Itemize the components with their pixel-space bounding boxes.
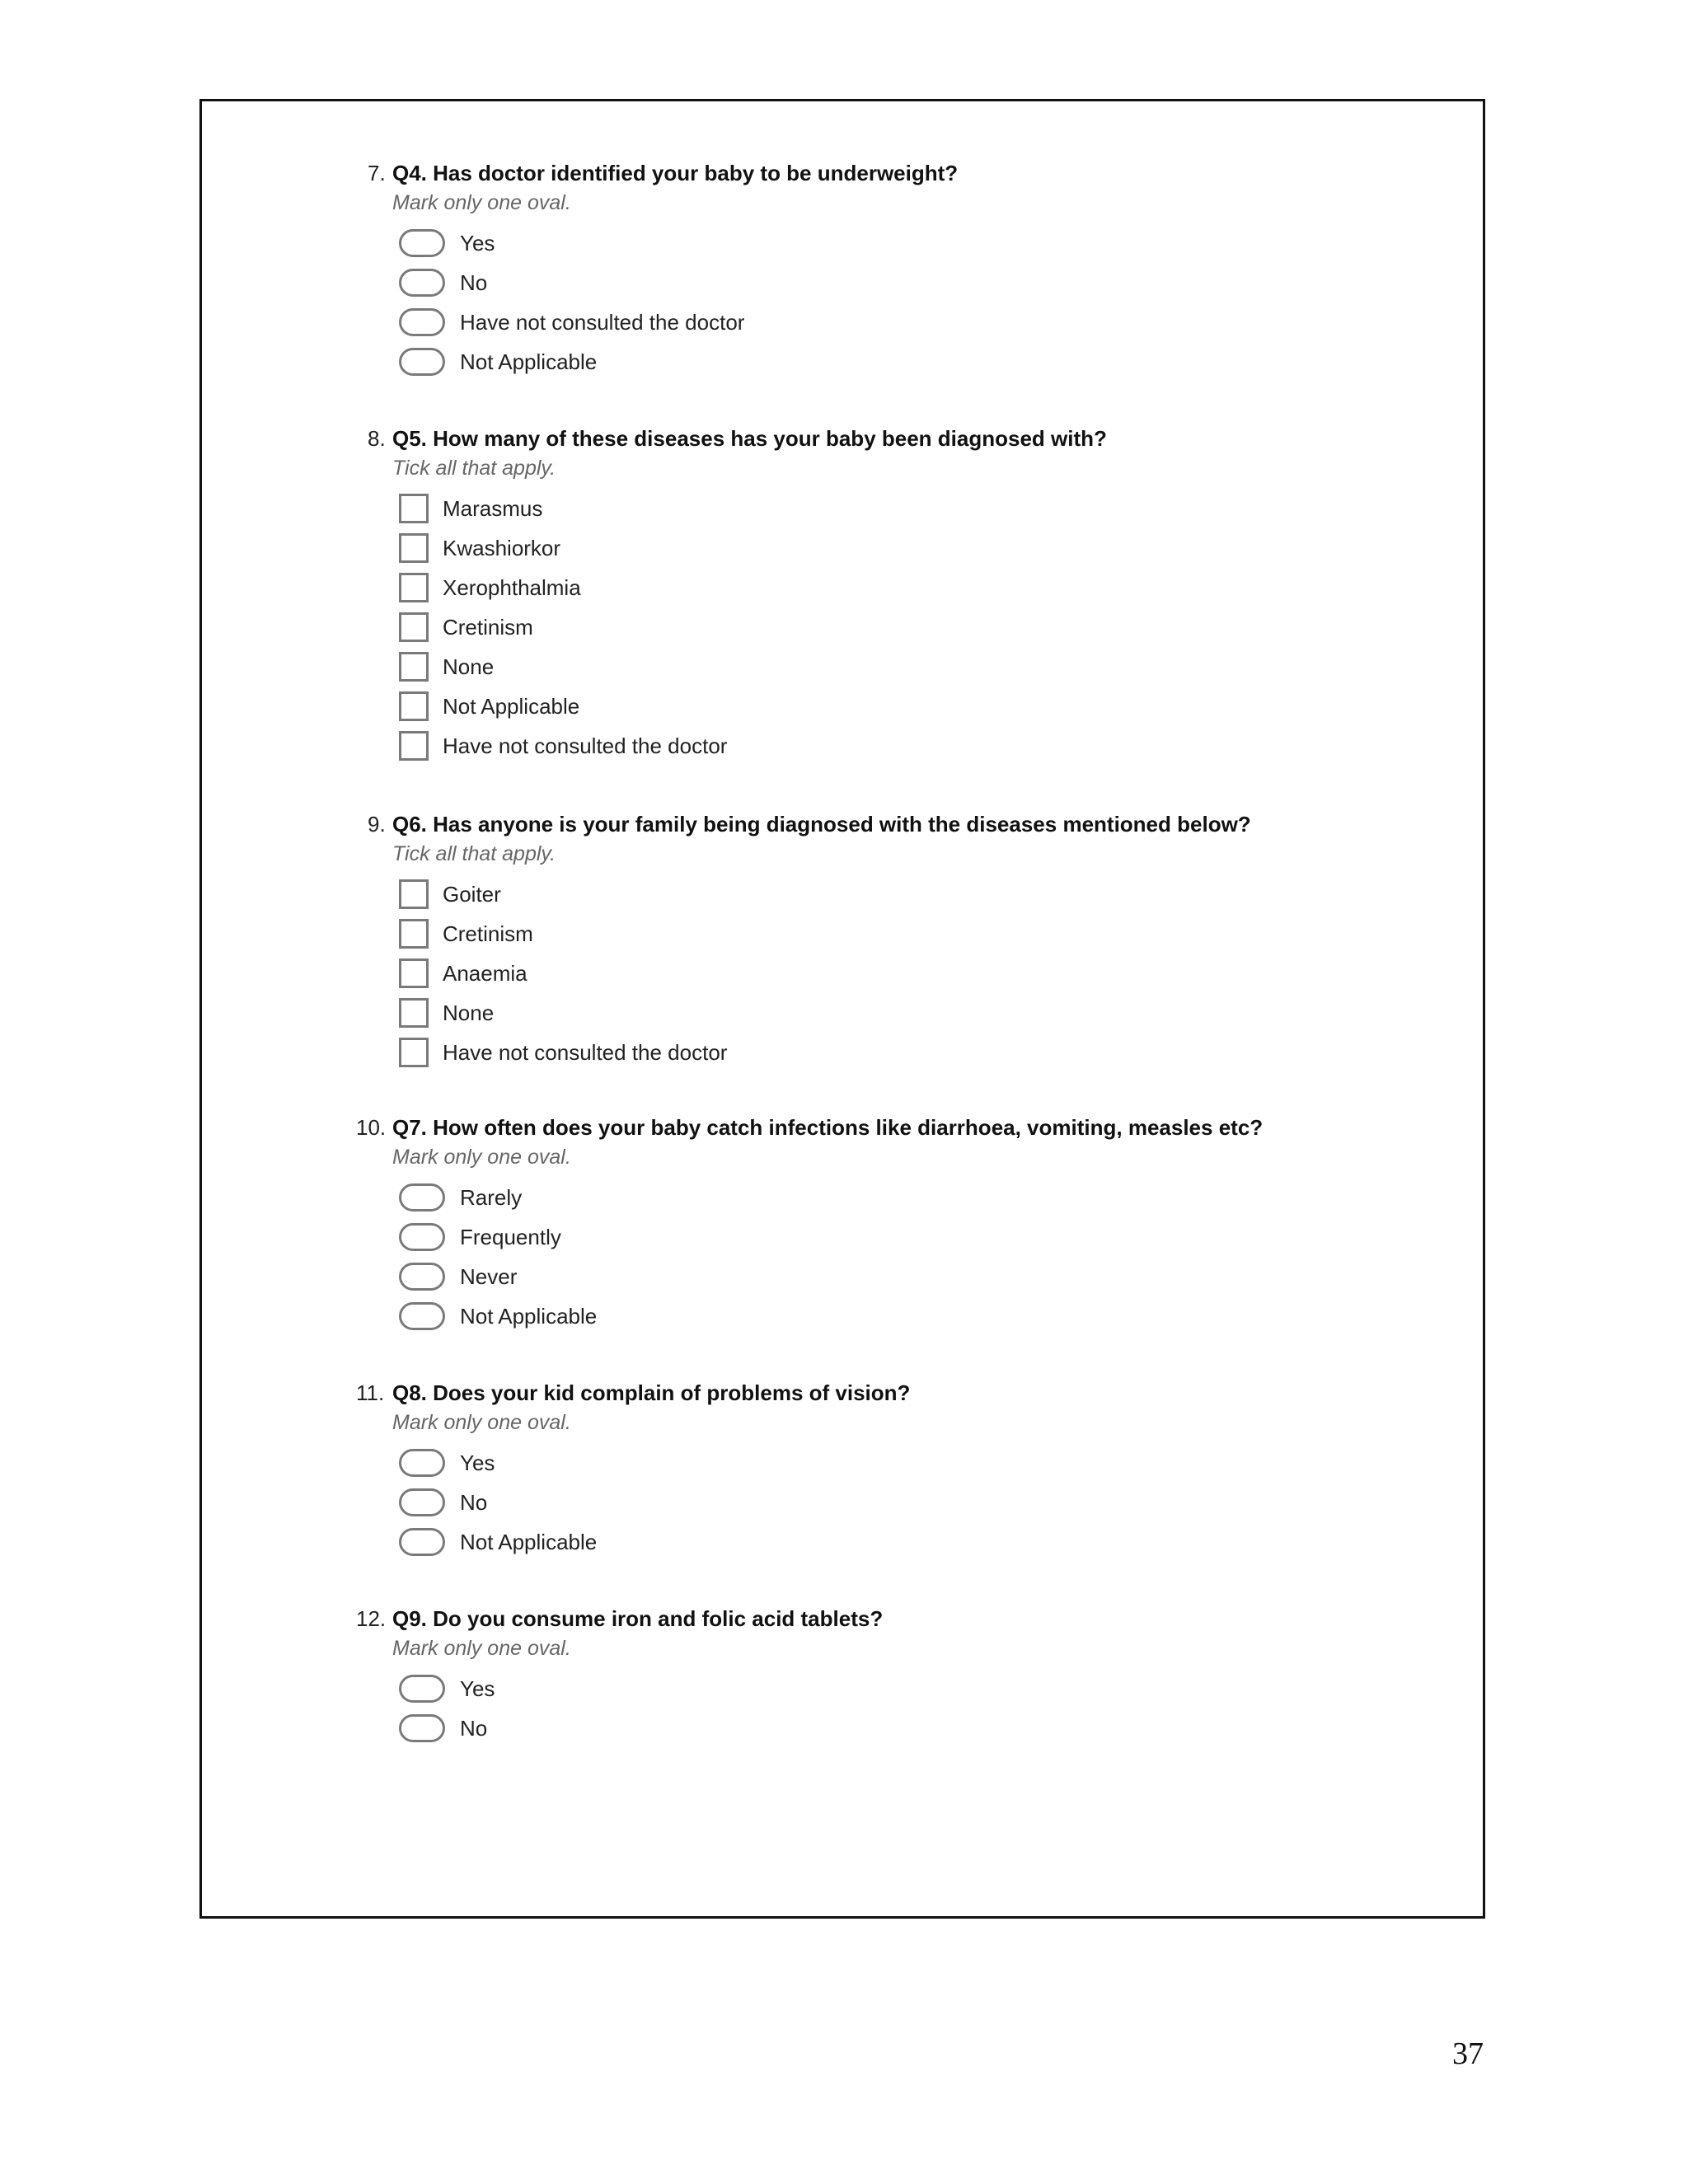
question-instruction: Tick all that apply. xyxy=(392,842,556,865)
question-title: Q8. Does your kid complain of problems of vision? xyxy=(392,1380,911,1405)
question-title: Q4. Has doctor identified your baby to be underweight? xyxy=(392,161,959,185)
option-label: Have not consulted the doctor xyxy=(460,310,745,335)
option-label: Marasmus xyxy=(443,496,543,521)
question-number: 10. xyxy=(356,1115,387,1140)
radio-oval[interactable] xyxy=(399,1488,445,1516)
option-label: Yes xyxy=(460,1451,495,1475)
question-instruction: Mark only one oval. xyxy=(392,1146,571,1169)
question-title: Q5. How many of these diseases has your baby been diagnosed with? xyxy=(392,426,1107,451)
option-label: Frequently xyxy=(460,1225,561,1249)
radio-oval[interactable] xyxy=(399,348,445,376)
radio-oval[interactable] xyxy=(399,229,445,257)
radio-oval[interactable] xyxy=(399,269,445,297)
checkbox[interactable] xyxy=(399,533,429,563)
question-number: 11. xyxy=(356,1380,385,1405)
option-label: No xyxy=(460,1716,488,1741)
radio-oval[interactable] xyxy=(399,1183,445,1212)
option-label: Yes xyxy=(460,231,495,255)
question-number: 7. xyxy=(368,161,386,185)
option-label: Xerophthalmia xyxy=(443,575,581,600)
option-label: Not Applicable xyxy=(460,1530,598,1554)
option-label: None xyxy=(443,1001,495,1025)
question-number: 12. xyxy=(356,1606,387,1631)
radio-oval[interactable] xyxy=(399,1714,445,1742)
option-label: Cretinism xyxy=(443,921,533,946)
option-label: Not Applicable xyxy=(460,1304,598,1329)
checkbox[interactable] xyxy=(399,958,429,988)
option-label: Not Applicable xyxy=(443,694,580,719)
option-label: Yes xyxy=(460,1676,495,1701)
question-number: 8. xyxy=(368,426,386,451)
page-number: 37 xyxy=(1452,2036,1484,2071)
radio-oval[interactable] xyxy=(399,1263,445,1291)
question-instruction: Mark only one oval. xyxy=(392,1411,571,1434)
radio-oval[interactable] xyxy=(399,1449,445,1477)
checkbox[interactable] xyxy=(399,691,429,721)
checkbox[interactable] xyxy=(399,731,429,761)
option-label: Goiter xyxy=(443,882,501,907)
radio-oval[interactable] xyxy=(399,308,445,336)
question-instruction: Tick all that apply. xyxy=(392,457,556,480)
radio-oval[interactable] xyxy=(399,1675,445,1703)
option-label: Kwashiorkor xyxy=(443,536,561,560)
checkbox[interactable] xyxy=(399,612,429,642)
radio-oval[interactable] xyxy=(399,1223,445,1251)
option-label: Never xyxy=(460,1264,518,1289)
option-label: Have not consulted the doctor xyxy=(443,733,728,758)
question-title: Q9. Do you consume iron and folic acid tablets? xyxy=(392,1606,884,1631)
checkbox[interactable] xyxy=(399,1038,429,1067)
option-label: Cretinism xyxy=(443,615,533,640)
checkbox[interactable] xyxy=(399,652,429,682)
question-title: Q6. Has anyone is your family being diagnosed with the diseases mentioned below? xyxy=(392,812,1251,837)
checkbox[interactable] xyxy=(399,494,429,523)
radio-oval[interactable] xyxy=(399,1528,445,1556)
option-label: Have not consulted the doctor xyxy=(443,1040,728,1065)
radio-oval[interactable] xyxy=(399,1302,445,1330)
option-label: No xyxy=(460,270,488,295)
question-number: 9. xyxy=(368,812,386,837)
checkbox[interactable] xyxy=(399,919,429,949)
option-label: Anaemia xyxy=(443,961,528,986)
option-label: No xyxy=(460,1490,488,1515)
checkbox[interactable] xyxy=(399,879,429,909)
option-label: None xyxy=(443,654,495,679)
checkbox[interactable] xyxy=(399,998,429,1028)
option-label: Not Applicable xyxy=(460,349,598,374)
question-instruction: Mark only one oval. xyxy=(392,1637,571,1660)
checkbox[interactable] xyxy=(399,573,429,602)
option-label: Rarely xyxy=(460,1185,523,1210)
question-title: Q7. How often does your baby catch infections like diarrhoea, vomiting, measles etc? xyxy=(392,1115,1264,1140)
question-instruction: Mark only one oval. xyxy=(392,191,571,214)
